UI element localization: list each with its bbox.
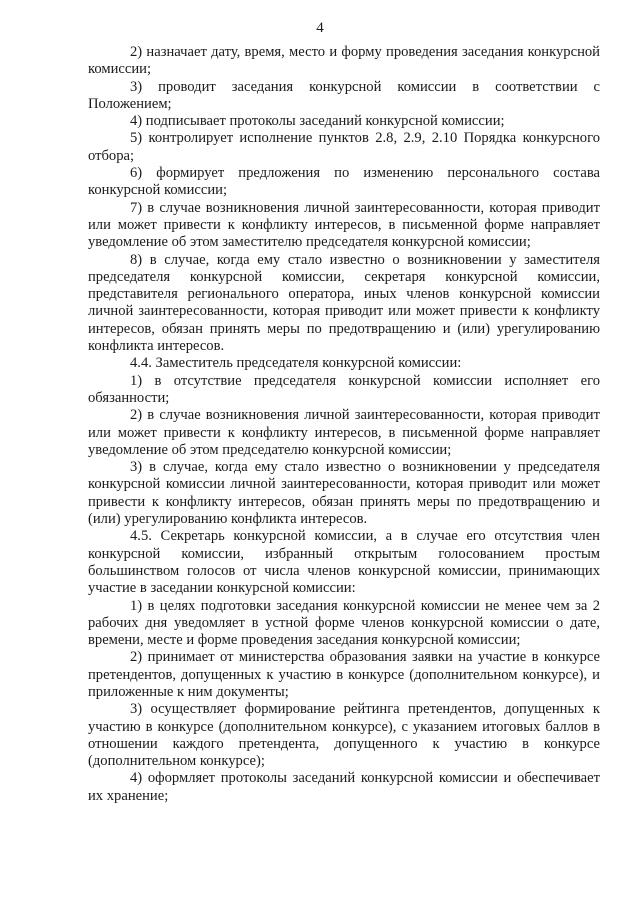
paragraph: 2) принимает от министерства образования заявки на участие в конкурсе претендентов, допущенных к участию в конкурсе (дополнительном конкурсе), и приложенные к ним документы; [88, 649, 600, 700]
paragraph: 6) формирует предложения по изменению персонального состава конкурсной комиссии; [88, 165, 600, 199]
paragraph: 5) контролирует исполнение пунктов 2.8, 2.9, 2.10 Порядка конкурсного отбора; [88, 130, 600, 164]
paragraph: 8) в случае, когда ему стало известно о возникновении у заместителя председателя конкурсной комиссии, секретаря конкурсной комиссии, представителя регионального оператора, иных членов конкурсной комиссии личной заинтересованности, которая приводит или может привести к конфликту интересов, обязан принять меры по предотвращению и (или) урегулированию конфликта интересов. [88, 251, 600, 355]
paragraph: 4) подписывает протоколы заседаний конкурсной комиссии; [130, 113, 505, 130]
section-heading: 4.5. Секретарь конкурсной комиссии, а в случае его отсутствия член конкурсной комиссии, избранный открытым голосованием простым большинством голосов от числа членов конкурсной комиссии, принимающих участие в заседании конкурсной комиссии: [88, 528, 600, 597]
paragraph: 1) в целях подготовки заседания конкурсной комиссии не менее чем за 2 рабочих дня уведомляет в устной форме членов конкурсной комиссии о дате, времени, месте и форме проведения заседания конкурсной комиссии; [88, 597, 600, 649]
paragraph: 2) в случае возникновения личной заинтересованности, которая приводит или может привести к конфликту интересов, в письменной форме направляет уведомление об этом председателю конкурсной комиссии; [88, 407, 600, 458]
paragraph: 1) в отсутствие председателя конкурсной комиссии исполняет его обязанности; [88, 372, 600, 406]
page-number: 4 [316, 20, 324, 36]
section-heading: 4.4. Заместитель председателя конкурсной комиссии: [130, 355, 462, 372]
paragraph: 2) назначает дату, время, место и форму проведения заседания конкурсной комиссии; [88, 44, 600, 78]
paragraph: 4) оформляет протоколы заседаний конкурсной комиссии и обеспечивает их хранение; [88, 770, 600, 804]
document-body [88, 44, 600, 805]
paragraph: 7) в случае возникновения личной заинтересованности, которая приводит или может привести к конфликту интересов, в письменной форме направляет уведомление об этом заместителю председателя конкурсной комиссии; [88, 199, 600, 251]
paragraph: 3) проводит заседания конкурсной комиссии в соответствии с Положением; [88, 78, 600, 112]
paragraph: 3) в случае, когда ему стало известно о возникновении у председателя конкурсной комиссии личной заинтересованности, которая приводит или может привести к конфликту интересов, обязан принять меры по предотвращению и (или) урегулированию конфликта интересов. [88, 459, 600, 528]
paragraph: 3) осуществляет формирование рейтинга претендентов, допущенных к участию в конкурсе (дополнительном конкурсе), с указанием итоговых баллов в отношении каждого претендента, допущенного к участию в конкурсе (дополнительном конкурсе); [88, 701, 600, 770]
